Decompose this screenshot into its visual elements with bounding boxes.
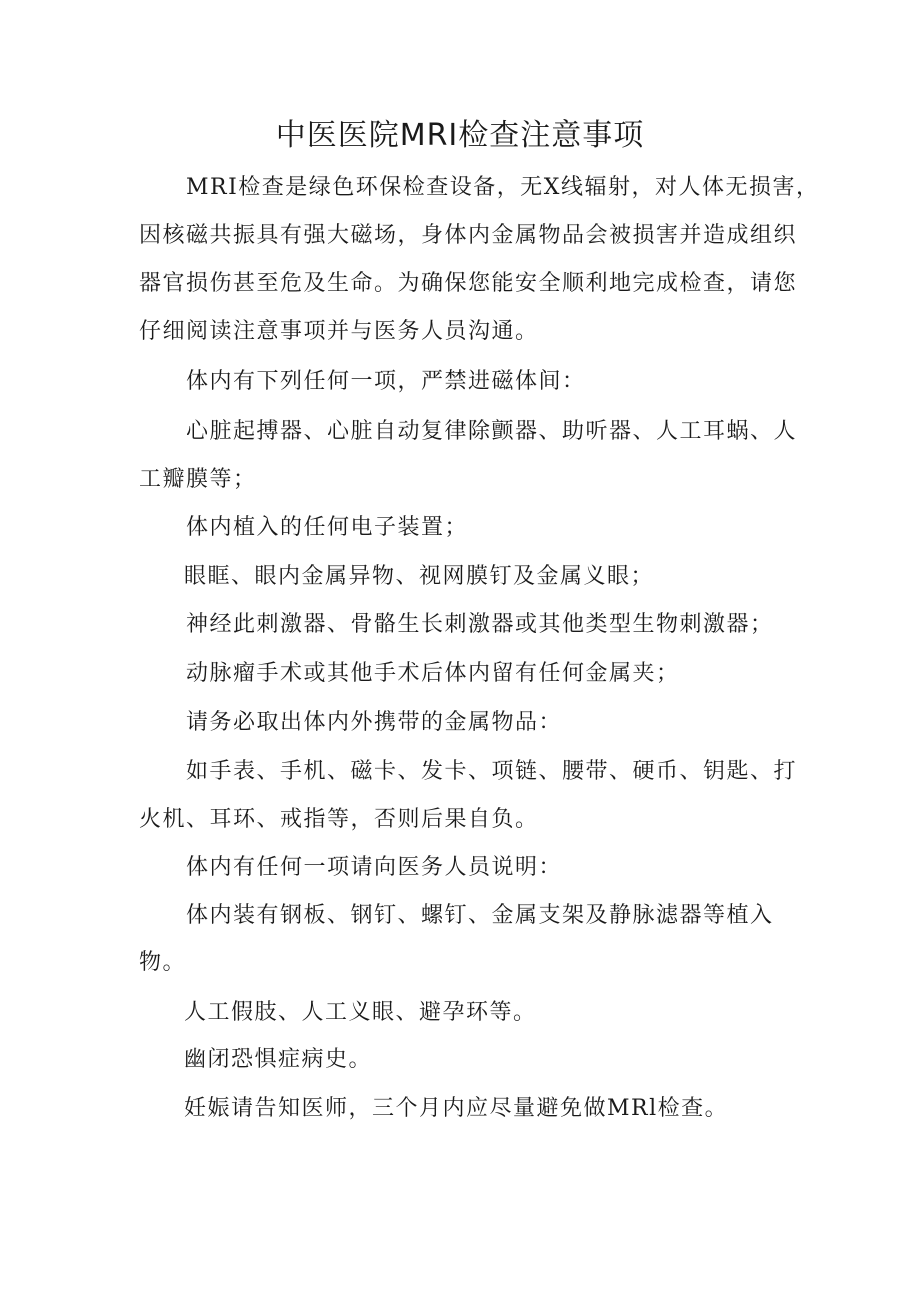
inform-heading: 体内有任何一项请向医务人员说明： (186, 855, 563, 880)
intro-line-1: MRI检查是绿色环保检查设备，无X线辐射，对人体无损害， (186, 175, 820, 200)
metal-items-line-1: 如手表、手机、磁卡、发卡、项链、腰带、硬币、钥匙、打 (186, 759, 798, 784)
intro-line-3: 器官损伤甚至危及生命。为确保您能安全顺利地完成检查，请您 (139, 271, 798, 296)
pacemaker-line-2: 工瓣膜等； (139, 467, 257, 492)
implants-line: 体内植入的任何电子装置； (186, 515, 469, 540)
intro-line-2: 因核磁共振具有强大磁场，身体内金属物品会被损害并造成组织 (139, 223, 798, 248)
eye-metal-line: 眼眶、眼内金属异物、视网膜钉及金属义眼； (184, 564, 655, 589)
pregnancy-line: 妊娠请告知医师，三个月内应尽量避免做MRl检查。 (184, 1096, 729, 1121)
steel-implants-line-1: 体内装有钢板、钢钉、螺钉、金属支架及静脉滤器等植入 (186, 903, 774, 928)
prohibited-heading: 体内有下列任何一项，严禁进磁体间： (186, 369, 586, 394)
pacemaker-line-1: 心脏起搏器、心脏自动复律除颤器、助听器、人工耳蜗、人 (186, 419, 798, 444)
steel-implants-line-2: 物。 (139, 950, 187, 975)
page-title: 中医医院MRI检查注意事项 (275, 118, 645, 153)
prosthetics-line: 人工假肢、人工义眼、避孕环等。 (184, 1000, 537, 1025)
claustrophobia-line: 幽闭恐惧症病史。 (184, 1047, 373, 1072)
metal-items-line-2: 火机、耳环、戒指等，否则后果自负。 (139, 807, 539, 832)
remove-metal-heading: 请务必取出体内外携带的金属物品： (186, 710, 563, 735)
aneurysm-line: 动脉瘤手术或其他手术后体内留有任何金属夹； (186, 661, 680, 686)
intro-line-4: 仔细阅读注意事项并与医务人员沟通。 (139, 319, 539, 344)
stimulators-line: 神经此刺激器、骨骼生长刺激器或其他类型生物刺激器； (186, 612, 774, 637)
